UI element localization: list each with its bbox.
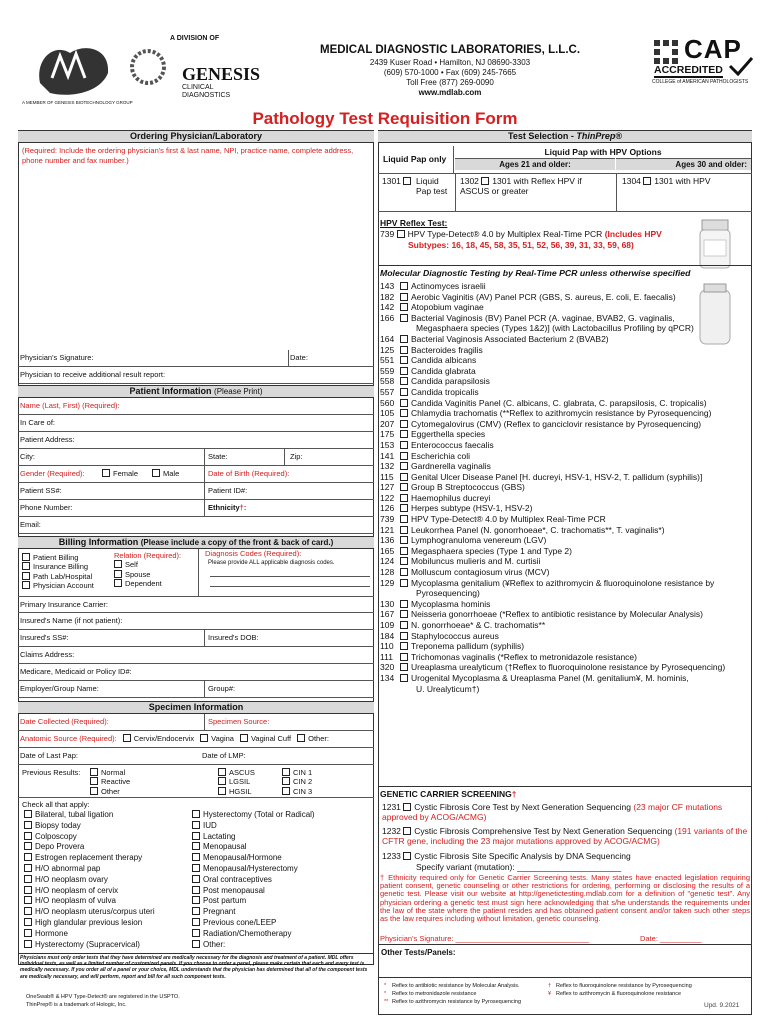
legend-right: † Reflex to fluoroquinolone resistance by Pyrosequencing ¥ Reflex to azithromycin & fluoroquinolone resistance: [548, 983, 692, 997]
test-1301[interactable]: 1301 Liquid Pap test: [382, 176, 448, 196]
checkbox-option[interactable]: H/O neoplasm ovary: [24, 875, 155, 886]
checkbox-option[interactable]: H/O neoplasm of vulva: [24, 896, 155, 907]
test-item[interactable]: 142 Atopobium vaginae: [380, 302, 484, 313]
dob-label: Date of Birth (Required):: [208, 469, 290, 478]
in-care-row[interactable]: [18, 415, 374, 432]
medicare-row[interactable]: [18, 664, 374, 681]
test-item[interactable]: 166 Bacterial Vaginosis (BV) Panel PCR (A. vaginae, BVAB2, G. vaginalis,: [380, 312, 675, 323]
female-checkbox[interactable]: [102, 469, 110, 477]
prev-col1: [90, 768, 130, 796]
claims-label: Claims Address:: [20, 650, 75, 659]
primary-ins-label: Primary Insurance Carrier:: [20, 600, 108, 609]
male-checkbox[interactable]: [152, 469, 160, 477]
claims-row[interactable]: [18, 647, 374, 664]
ethnicity-mark: †:: [239, 503, 247, 512]
city-state-zip-row[interactable]: [18, 449, 374, 466]
checkbox-option[interactable]: Normal: [90, 768, 130, 777]
last-pap-row[interactable]: [18, 748, 374, 765]
test-item[interactable]: 165 Megasphaera species (Type 1 and Type 2): [380, 545, 572, 556]
test-item[interactable]: 560 Candida Vaginitis Panel (C. albicans, C. glabrata, C. parapsilosis, C. tropicalis): [380, 397, 707, 408]
checkbox-option[interactable]: CIN 2: [282, 777, 312, 786]
physician-signature-row[interactable]: [18, 350, 374, 367]
test-item: U. Urealyticum†): [416, 683, 480, 694]
test-item[interactable]: 124 Mobiluncus mulieris and M. curtisii: [380, 556, 541, 567]
footnote: Physicians must only order tests that they have determined are medically necessary for the diagnosis and treatment of a patient. MDL offers individual tests, as well as a limited number of customized panels. If you choose to order a panel, please make certain that each and every test is medically necessary. If you order all of a panel or your choice, MDL understands that the physician has determined that all of the component tests are medically necessary, and will perform, report and bill for all such component tests.: [20, 955, 368, 980]
test-item[interactable]: 184 Staphylococcus aureus: [380, 630, 499, 641]
test-1302[interactable]: 1302 1301 with Reflex HPV if ASCUS or greater: [460, 176, 582, 196]
checkbox-option[interactable]: Biopsy today: [24, 821, 155, 832]
name-label: Name (Last, First) (Required):: [20, 401, 120, 410]
test-item[interactable]: 320 Ureaplasma urealyticum (†Reflex to fluoroquinolone resistance by Pyrosequencing): [380, 662, 726, 673]
diagnosis-line-2[interactable]: [210, 581, 370, 587]
checkbox-option[interactable]: ASCUS: [218, 768, 255, 777]
diagnosis-label: Diagnosis Codes (Required):: [205, 549, 302, 558]
company-address: 2439 Kuser Road • Hamilton, NJ 08690-3303: [369, 58, 531, 67]
check-all-label: Check all that apply:: [22, 800, 90, 809]
checkbox-option[interactable]: Menopausal/Hormone: [192, 853, 315, 864]
additional-report-row[interactable]: [18, 367, 374, 384]
phone-ethnicity-row[interactable]: [18, 500, 374, 517]
patient-address-row[interactable]: [18, 432, 374, 449]
billing-title: Billing Information (Please include a copy of the front & back of card.): [18, 536, 374, 549]
test-item[interactable]: 132 Gardnerella vaginalis: [380, 461, 491, 472]
test-item[interactable]: 127 Group B Streptococcus (GBS): [380, 482, 525, 493]
checkbox-option[interactable]: Hysterectomy (Supracervical): [24, 940, 155, 951]
test-item[interactable]: 125 Bacteroides fragilis: [380, 344, 483, 355]
test-item[interactable]: 207 Cytomegalovirus (CMV) (Reflex to ganciclovir resistance by Pyrosequencing): [380, 418, 702, 429]
checkbox-option[interactable]: LGSIL: [218, 777, 255, 786]
sig-label: Physician's Signature:: [20, 353, 94, 362]
primary-insurance-row[interactable]: [18, 596, 374, 613]
genetic-title: GENETIC CARRIER SCREENING†: [380, 789, 517, 799]
checkbox-option[interactable]: Oral contraceptives: [192, 875, 315, 886]
checkbox-option[interactable]: Bilateral, tubal ligation: [24, 810, 155, 821]
test-739-reflex[interactable]: 739 HPV Type-Detect® 4.0 by Multiplex Real-Time PCR (Includes HPV: [380, 229, 662, 239]
specimen-title: Specimen Information: [18, 701, 374, 714]
test-item[interactable]: 121 Leukorrhea Panel (N. gonorrhoeae*, C. trachomatis**, T. vaginalis*): [380, 524, 665, 535]
test-item[interactable]: 182 Aerobic Vaginitis (AV) Panel PCR (GBS, S. aureus, E. coli, E. faecalis): [380, 291, 676, 302]
cap-text: CAP: [684, 34, 742, 64]
checkbox-option[interactable]: Pregnant: [192, 907, 315, 918]
vial-image: [690, 218, 740, 270]
test-item: Pyrosequencing): [416, 588, 480, 599]
test-item[interactable]: 143 Actinomyces israelii: [380, 281, 486, 291]
checkbox-option[interactable]: Menopausal/Hysterectomy: [192, 864, 315, 875]
pid-label: Patient ID#:: [208, 486, 248, 495]
phone-label: Phone Number:: [20, 503, 73, 512]
state-label: State:: [208, 452, 228, 461]
employer-label: Employer/Group Name:: [20, 684, 99, 693]
checkbox-option[interactable]: Menopausal: [192, 842, 315, 853]
diagnosis-note: Please provide ALL applicable diagnosis codes.: [208, 560, 335, 566]
insured-name-row[interactable]: [18, 613, 374, 630]
liquid-hpv-label: Liquid Pap with HPV Options: [544, 147, 662, 157]
test-1233[interactable]: 1233 Cystic Fibrosis Site Specific Analysis by DNA Sequencing: [382, 851, 631, 861]
relation-options: [114, 560, 181, 588]
test-item[interactable]: 175 Eggerthella species: [380, 429, 486, 440]
company-name: MEDICAL DIAGNOSTIC LABORATORIES, L.L.C.: [319, 44, 581, 56]
previous-results-block: [18, 765, 374, 798]
in-care-label: In Care of:: [20, 418, 56, 427]
test-item[interactable]: 559 Candida glabrata: [380, 365, 476, 376]
test-item[interactable]: 130 Mycoplasma hominis: [380, 598, 491, 609]
checkbox-option[interactable]: Estrogen replacement therapy: [24, 853, 155, 864]
test-item[interactable]: 111 Trichomonas vaginalis (*Reflex to metronidazole resistance): [380, 651, 637, 662]
prev-col2: [218, 768, 255, 796]
diagnosis-line-1[interactable]: [210, 571, 370, 577]
hpv-subtypes: Subtypes: 16, 18, 45, 58, 35, 51, 52, 56, 39, 31, 33, 59, 68): [408, 240, 634, 250]
genesis-text: GENESIS: [182, 64, 261, 84]
ss-pid-row[interactable]: [18, 483, 374, 500]
checkbox-option[interactable]: Cervix/Endocervix: [123, 734, 194, 743]
division-text: A DIVISION OF: [170, 35, 220, 42]
additional-label: Physician to receive additional result report:: [20, 370, 166, 379]
female-label: Female: [113, 469, 139, 478]
test-item[interactable]: 109 N. gonorrhoeae* & C. trachomatis**: [380, 620, 546, 630]
checkbox-option[interactable]: Vaginal Cuff: [240, 734, 291, 743]
prev-results-label: Previous Results:: [22, 768, 81, 777]
company-phone: (609) 570-1000 • Fax (609) 245-7665: [383, 68, 517, 77]
gender-label: Gender (Required):: [20, 469, 85, 478]
test-item[interactable]: 122 Haemophilus ducreyi: [380, 492, 491, 503]
anatomic-row[interactable]: [18, 731, 374, 748]
checkbox-option[interactable]: Colposcopy: [24, 832, 155, 843]
test-item: Megasphaera species (Types 1&2)] (with Lactobacillus Profiling by qPCR): [416, 323, 694, 334]
checkbox-option[interactable]: Post partum: [192, 896, 315, 907]
physician-sig-field[interactable]: Physician's Signature: ________________________________: [380, 934, 590, 943]
updated-date: Upd. 9.2021: [704, 1002, 740, 1009]
molecular-test-list: [380, 281, 750, 694]
checkbox-option[interactable]: HGSIL: [218, 787, 255, 796]
group-label: Group#:: [208, 684, 236, 693]
relation-label: Relation (Required):: [114, 551, 182, 560]
email-row[interactable]: [18, 517, 374, 534]
test-1304[interactable]: 1304 1301 with HPV: [622, 176, 711, 186]
email-label: Email:: [20, 520, 41, 529]
checkbox-option[interactable]: Hormone: [24, 929, 155, 940]
test-selection-title: Test Selection - ThinPrep®: [378, 130, 752, 143]
checkbox-option[interactable]: Reactive: [90, 777, 130, 786]
hpv-reflex-label: HPV Reflex Test:: [380, 218, 448, 228]
company-tollfree: Toll Free (877) 269-0090: [406, 78, 494, 87]
checkbox-option[interactable]: Previous cone/LEEP: [192, 918, 315, 929]
patient-name-row[interactable]: [18, 398, 374, 415]
ordering-note: (Required: Include the ordering physician's first & last name, NPI, practice name, complete address, phone number and fax number.): [22, 146, 354, 165]
checkbox-option[interactable]: High glandular previous lesion: [24, 918, 155, 929]
test-item[interactable]: 129 Mycoplasma genitalium (¥Reflex to azithromycin & fluoroquinolone resistance by: [380, 577, 715, 588]
trademark-2: ThinPrep® is a trademark of Hologic, Inc.: [26, 1002, 127, 1008]
test-1231[interactable]: 1231 Cystic Fibrosis Core Test by Next Generation Sequencing (23 major CF mutations approved by ACOG/ACMG): [382, 802, 723, 822]
date-label: Date:: [290, 353, 308, 362]
specimen-source-label: Specimen Source:: [208, 717, 270, 726]
insured-dob-label: Insured's DOB:: [208, 633, 259, 642]
checkbox-option[interactable]: Path Lab/Hospital: [22, 572, 94, 581]
checkbox-option[interactable]: H/O neoplasm uterus/corpus uteri: [24, 907, 155, 918]
checkbox-option[interactable]: H/O neoplasm of cervix: [24, 886, 155, 897]
test-item[interactable]: 164 Bacterial Vaginosis Associated Bacterium 2 (BVAB2): [380, 333, 609, 344]
page-title: Pathology Test Requisition Form: [252, 109, 518, 128]
legend-left: * Reflex to antibiotic resistance by Molecular Analysis. * Reflex to metronidazole resistance ** Reflex to azithromycin resistance by Pyrosequencing: [384, 983, 522, 1005]
checkbox-option[interactable]: Vagina: [200, 734, 234, 743]
last-pap-label: Date of Last Pap:: [20, 751, 78, 760]
insured-name-label: Insured's Name (if not patient):: [20, 616, 123, 625]
ss-label: Patient SS#:: [20, 486, 62, 495]
checkbox-option[interactable]: IUD: [192, 821, 315, 832]
male-label: Male: [163, 469, 180, 478]
lmp-label: Date of LMP:: [202, 751, 246, 760]
city-label: City:: [20, 452, 35, 461]
company-web[interactable]: www.mdlab.com: [418, 88, 482, 97]
test-item[interactable]: 141 Escherichia coli: [380, 450, 471, 461]
ages21-label: Ages 21 and older:: [455, 158, 615, 170]
cap-accredited: ACCREDITED: [654, 64, 723, 76]
date-collected-row[interactable]: [18, 714, 374, 731]
check-col2: [192, 810, 315, 950]
test-item[interactable]: 739 HPV Type-Detect® 4.0 by Multiplex Real-Time PCR: [380, 514, 606, 525]
date-collected-label: Date Collected (Required):: [20, 717, 109, 726]
checkbox-option[interactable]: Self: [114, 560, 181, 569]
clinical-text: CLINICAL: [182, 84, 214, 91]
test-1232[interactable]: 1232 Cystic Fibrosis Comprehensive Test by Next Generation Sequencing (191 variants of the CFTR gene, including the 23 major mutations approved by ACOG/ACMG): [382, 826, 748, 846]
ethnicity-label: Ethnicity: [208, 503, 240, 512]
test-item[interactable]: 557 Candida tropicalis: [380, 386, 479, 397]
variant-field[interactable]: Specify variant (mutation): ______________________: [416, 862, 622, 872]
other-tests-label: Other Tests/Panels:: [381, 948, 456, 957]
test-item[interactable]: 110 Treponema pallidum (syphilis): [380, 641, 525, 652]
physician-date-field[interactable]: Date: __________: [640, 934, 702, 943]
molecular-title: Molecular Diagnostic Testing by Real-Time PCR unless otherwise specified: [380, 268, 691, 278]
test-item[interactable]: 105 Chlamydia trachomatis (**Reflex to azithromycin resistance by Pyrosequencing): [380, 408, 712, 419]
genetic-note: † Ethnicity required only for Genetic Carrier Screening tests. Many states have enacted legislation requiring patient consent, genetic counseling or other restrictions for ordering, performing or disclosing the results of a genetic test. Please visit our website at http://genetictesting.mdlab.com for a definition of "genetic test". Any physician ordering a genetic test must sign here acknowledging that s/he understands the requirements under the law of the state where the patient resides and has obtained patient consent and/or taken such other steps as the law requires including without limitation, genetic counseling.: [380, 873, 750, 924]
checkbox-option[interactable]: Other:: [192, 940, 315, 951]
ordering-title: Ordering Physician/Laboratory: [18, 130, 374, 143]
liquid-only-label: Liquid Pap only: [380, 146, 454, 173]
check-col1: [24, 810, 155, 950]
checkbox-option[interactable]: CIN 1: [282, 768, 312, 777]
diagnostics-text: DIAGNOSTICS: [182, 92, 231, 99]
test-item[interactable]: 128 Molluscum contagiosum virus (MCV): [380, 567, 550, 578]
test-item[interactable]: 153 Enterococcus faecalis: [380, 439, 494, 450]
cap-college: COLLEGE of AMERICAN PATHOLOGISTS: [652, 79, 749, 85]
test-item[interactable]: 115 Genital Ulcer Disease Panel [H. ducreyi, HSV-1, HSV-2, T. pallidum (syphilis)]: [380, 471, 703, 482]
checkbox-option[interactable]: Other:: [297, 734, 329, 743]
patient-info-title: Patient Information (Please Print): [18, 385, 374, 398]
checkbox-option[interactable]: Post menopausal: [192, 886, 315, 897]
ages30-label: Ages 30 and older:: [616, 158, 751, 170]
zip-label: Zip:: [290, 452, 303, 461]
checkmark-icon: [728, 56, 754, 78]
mdl-logo: [30, 38, 115, 100]
member-text: A MEMBER OF GENESIS BIOTECHNOLOGY GROUP: [22, 100, 133, 105]
checkbox-option[interactable]: CIN 3: [282, 787, 312, 796]
checkbox-option[interactable]: Lactating: [192, 832, 315, 843]
test-item[interactable]: 558 Candida parapsilosis: [380, 376, 490, 387]
test-item[interactable]: 167 Neisseria gonorrhoeae (*Reflex to antibiotic resistance by Molecular Analysis): [380, 609, 703, 620]
anatomic-label: Anatomic Source (Required):: [20, 734, 117, 743]
medicare-label: Medicare, Medicaid or Policy ID#:: [20, 667, 132, 676]
test-item[interactable]: 126 Herpes subtype (HSV-1, HSV-2): [380, 503, 533, 514]
checkbox-option[interactable]: Depo Provera: [24, 842, 155, 853]
prev-col3: [282, 768, 312, 796]
genesis-logo: [118, 45, 178, 85]
checkbox-option[interactable]: Other: [90, 787, 130, 796]
checkbox-option[interactable]: Spouse: [114, 570, 181, 579]
test-item[interactable]: 551 Candida albicans: [380, 355, 477, 366]
employer-row[interactable]: [18, 681, 374, 698]
checkbox-option[interactable]: Radiation/Chemotherapy: [192, 929, 315, 940]
insured-ss-label: Insured's SS#:: [20, 633, 69, 642]
address-label: Patient Address:: [20, 435, 75, 444]
checkbox-option[interactable]: Insurance Billing: [22, 562, 94, 571]
checkbox-option[interactable]: Physician Account: [22, 581, 94, 590]
checkbox-option[interactable]: Dependent: [114, 579, 181, 588]
test-item[interactable]: 136 Lymphogranuloma venereum (LGV): [380, 535, 547, 546]
anatomic-options: [117, 734, 329, 743]
gender-dob-row[interactable]: [18, 466, 374, 483]
insured-ss-row[interactable]: [18, 630, 374, 647]
trademark-1: OneSwab® & HPV Type-Detect® are registered in the USPTO.: [26, 994, 180, 1000]
billing-options: [22, 553, 94, 591]
checkbox-option[interactable]: Hysterectomy (Total or Radical): [192, 810, 315, 821]
checkbox-option[interactable]: Patient Billing: [22, 553, 94, 562]
checkbox-option[interactable]: H/O abnormal pap: [24, 864, 155, 875]
test-item[interactable]: 134 Urogenital Mycoplasma & Ureaplasma Panel (M. genitalium¥, M. hominis,: [380, 672, 689, 683]
